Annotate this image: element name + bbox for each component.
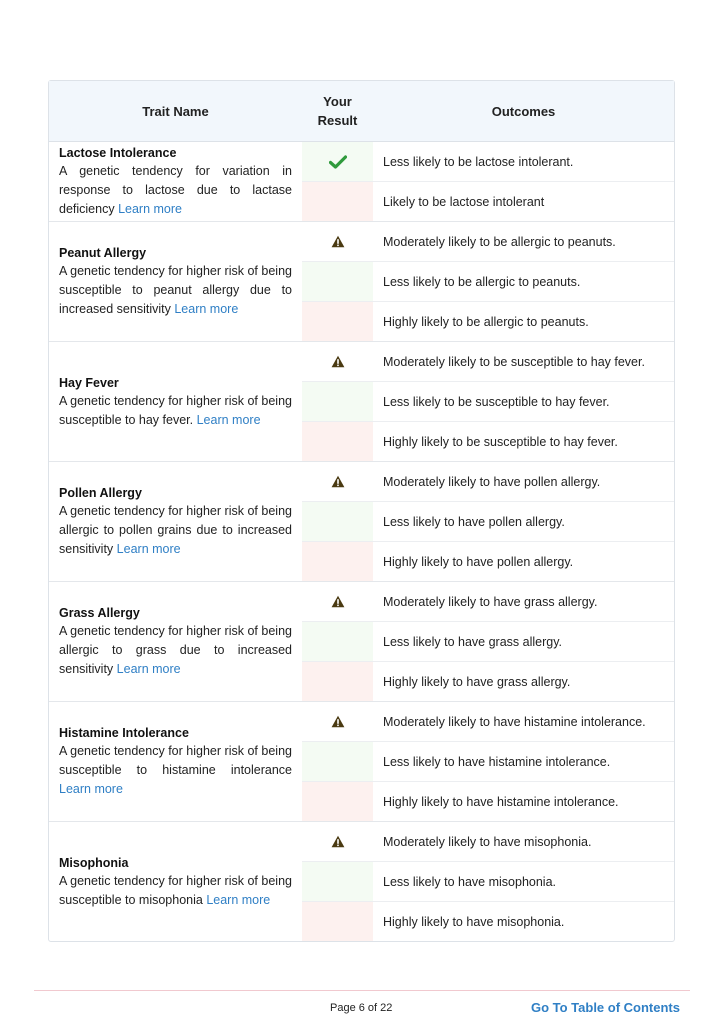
warning-icon — [331, 355, 345, 368]
learn-more-link[interactable]: Learn more — [174, 302, 239, 316]
outcome-row — [302, 662, 674, 701]
trait-name: Histamine Intolerance — [59, 726, 189, 740]
trait-name: Misophonia — [59, 855, 129, 870]
trait-row — [49, 342, 674, 462]
outcome-text: Likely to be lactose intolerant — [383, 194, 545, 209]
result-cell — [302, 742, 373, 781]
outcome-text: Highly likely to be susceptible to hay fever. — [383, 434, 618, 449]
learn-more-link[interactable]: Learn more — [59, 782, 123, 796]
outcome-list — [302, 342, 674, 461]
result-cell — [302, 262, 373, 301]
learn-more-link[interactable]: Learn more — [118, 202, 183, 216]
result-cell — [302, 182, 373, 221]
trait-name: Pollen Allergy — [59, 486, 142, 500]
trait-row — [49, 702, 674, 822]
trait-description — [59, 392, 292, 430]
learn-more-link[interactable]: Learn more — [206, 892, 271, 907]
outcome-text: Highly likely to have grass allergy. — [383, 674, 571, 689]
trait-cell — [49, 702, 302, 821]
trait-description — [59, 262, 292, 319]
trait-description-text: A genetic tendency for higher risk of being susceptible to hay fever. — [59, 393, 292, 427]
warning-icon — [331, 475, 345, 488]
outcome-text: Highly likely to have histamine intolerance. — [383, 794, 619, 809]
result-cell — [302, 502, 373, 541]
trait-name: Lactose Intolerance — [59, 146, 177, 160]
trait-cell — [49, 342, 302, 461]
trait-description-text: A genetic tendency for higher risk of being susceptible to misophonia — [59, 873, 292, 907]
footer-divider — [34, 990, 690, 991]
result-cell — [302, 422, 373, 461]
result-cell — [302, 582, 373, 621]
trait-description-text: A genetic tendency for higher risk of being allergic to pollen grains due to increased sensitivity — [59, 504, 292, 556]
trait-description — [59, 872, 292, 910]
warning-icon — [331, 595, 345, 608]
outcome-row — [302, 342, 674, 382]
outcome-text: Less likely to have pollen allergy. — [383, 514, 565, 529]
result-cell — [302, 302, 373, 341]
check-icon — [329, 155, 347, 169]
outcome-row — [302, 462, 674, 502]
outcome-row — [302, 302, 674, 341]
outcome-text: Moderately likely to be allergic to peanuts. — [383, 234, 616, 249]
outcome-row — [302, 782, 674, 821]
traits-table — [48, 80, 675, 942]
learn-more-link[interactable]: Learn more — [116, 542, 181, 556]
trait-row — [49, 462, 674, 582]
trait-row — [49, 822, 674, 941]
result-cell — [302, 822, 373, 861]
trait-name: Grass Allergy — [59, 606, 140, 620]
outcome-text: Less likely to be lactose intolerant. — [383, 154, 574, 169]
outcome-list — [302, 462, 674, 581]
result-cell — [302, 782, 373, 821]
outcome-row — [302, 422, 674, 461]
outcome-list — [302, 222, 674, 341]
outcome-row — [302, 262, 674, 302]
table-of-contents-link[interactable]: Go To Table of Contents — [530, 1000, 680, 1015]
outcome-row — [302, 622, 674, 662]
outcome-text: Highly likely to be allergic to peanuts. — [383, 314, 589, 329]
outcome-row — [302, 222, 674, 262]
trait-cell — [49, 822, 302, 941]
trait-description-text: A genetic tendency for higher risk of being allergic to grass due to increased sensitivity — [59, 624, 292, 676]
result-cell — [302, 222, 373, 261]
result-cell — [302, 382, 373, 421]
result-cell — [302, 622, 373, 661]
table-header — [49, 81, 674, 142]
outcome-text: Moderately likely to have misophonia. — [383, 834, 592, 849]
outcome-row — [302, 502, 674, 542]
outcome-text: Less likely to have grass allergy. — [383, 634, 563, 649]
trait-description-text: A genetic tendency for higher risk of being susceptible to peanut allergy due to increased sensitivity — [59, 264, 292, 316]
outcome-text: Less likely to have misophonia. — [383, 874, 557, 889]
trait-description — [59, 502, 292, 559]
result-cell — [302, 862, 373, 901]
learn-more-link[interactable]: Learn more — [196, 412, 261, 427]
trait-description-text: A genetic tendency for variation in response to lactose due to lactase deficiency — [59, 164, 292, 216]
outcome-row — [302, 182, 674, 221]
page-number: Page 6 of 22 — [330, 1002, 393, 1014]
trait-name: Peanut Allergy — [59, 246, 147, 260]
trait-description — [59, 162, 292, 219]
trait-description — [59, 622, 292, 679]
header-trait-name: Trait Name — [142, 103, 209, 119]
result-cell — [302, 702, 373, 741]
result-cell — [302, 342, 373, 381]
trait-cell — [49, 582, 302, 701]
trait-row — [49, 582, 674, 702]
outcome-list — [302, 582, 674, 701]
table-body — [49, 142, 674, 941]
result-cell — [302, 662, 373, 701]
trait-row — [49, 222, 674, 342]
outcome-row — [302, 862, 674, 902]
trait-cell — [49, 142, 302, 221]
outcome-text: Moderately likely to have grass allergy. — [383, 594, 598, 609]
warning-icon — [331, 235, 345, 248]
outcome-list — [302, 142, 674, 221]
trait-row — [49, 142, 674, 222]
result-cell — [302, 462, 373, 501]
trait-description-text: A genetic tendency for higher risk of being susceptible to histamine intolerance — [59, 744, 292, 777]
outcome-list — [302, 822, 674, 941]
outcome-text: Moderately likely to have histamine intolerance. — [383, 714, 646, 729]
result-cell — [302, 902, 373, 941]
header-your-result: Your Result — [317, 94, 358, 128]
outcome-row — [302, 582, 674, 622]
trait-name: Hay Fever — [59, 375, 119, 390]
warning-icon — [331, 835, 345, 848]
outcome-text: Highly likely to have pollen allergy. — [383, 554, 574, 569]
learn-more-link[interactable]: Learn more — [116, 662, 181, 676]
result-cell — [302, 542, 373, 581]
outcome-row — [302, 702, 674, 742]
outcome-row — [302, 742, 674, 782]
outcome-text: Less likely to have histamine intolerance. — [383, 754, 611, 769]
outcome-row — [302, 822, 674, 862]
outcome-row — [302, 542, 674, 581]
outcome-row — [302, 902, 674, 941]
outcome-text: Less likely to be susceptible to hay fever. — [383, 394, 610, 409]
warning-icon — [331, 715, 345, 728]
outcome-text: Moderately likely to be susceptible to hay fever. — [383, 354, 645, 369]
outcome-text: Moderately likely to have pollen allergy. — [383, 474, 601, 489]
trait-cell — [49, 462, 302, 581]
trait-description — [59, 742, 292, 799]
outcome-list — [302, 702, 674, 821]
trait-cell — [49, 222, 302, 341]
outcome-row — [302, 142, 674, 182]
outcome-text: Highly likely to have misophonia. — [383, 914, 565, 929]
outcome-row — [302, 382, 674, 422]
result-cell — [302, 142, 373, 181]
header-outcomes: Outcomes — [491, 103, 556, 119]
outcome-text: Less likely to be allergic to peanuts. — [383, 274, 581, 289]
